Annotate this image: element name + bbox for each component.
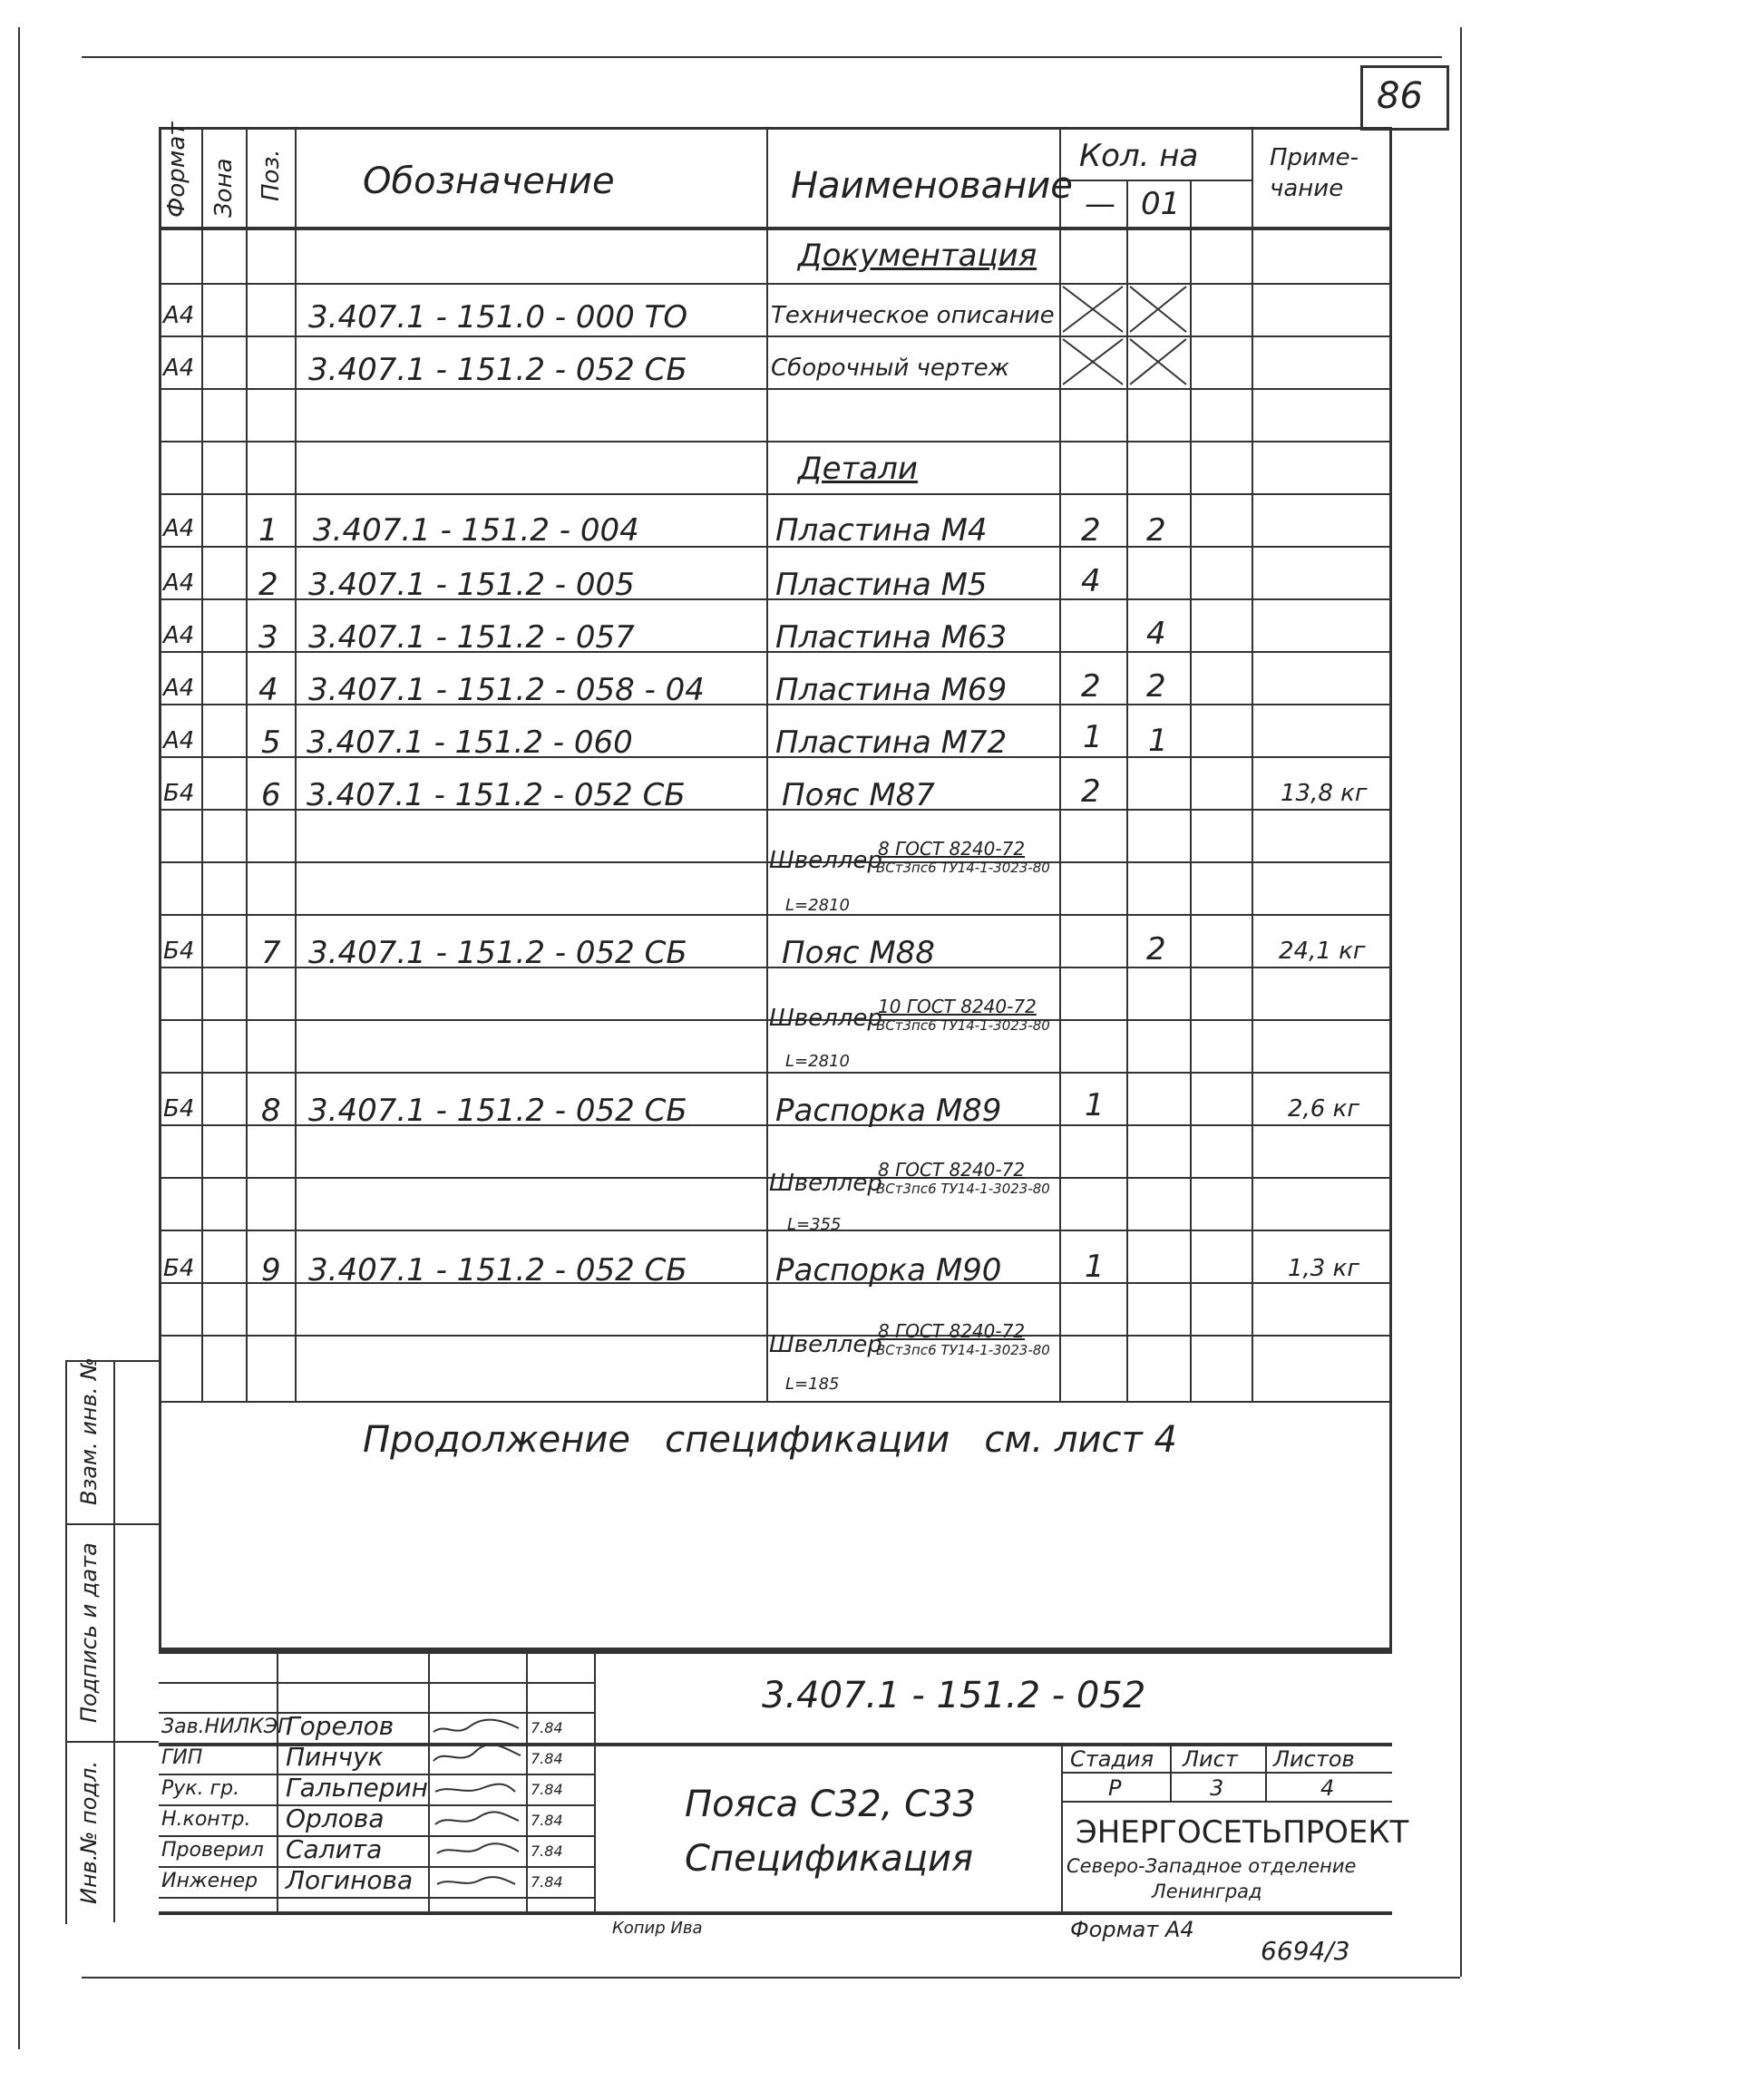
detail-pos: 6 — [261, 777, 281, 813]
material-length: L=2810 — [785, 1052, 850, 1071]
material-spec-top: 8 ГОСТ 8240-72 — [878, 1159, 1026, 1181]
material-spec-top: 8 ГОСТ 8240-72 — [878, 838, 1026, 860]
drawing-code: 3.407.1 - 151.2 - 052 — [762, 1675, 1146, 1716]
detail-designation: 3.407.1 - 151.2 - 060 — [307, 724, 633, 761]
material-spec-bottom: ВСт3пс6 ТУ14-1-3023-80 — [876, 1181, 1050, 1197]
header-note: Приме- чание — [1270, 144, 1359, 202]
col-pos-divider — [295, 127, 297, 1401]
doc-row-format: А4 — [163, 355, 195, 382]
doc-row-designation: 3.407.1 - 151.2 - 052 СБ — [308, 352, 687, 388]
header-qty-on: Кол. на — [1079, 138, 1199, 174]
detail-format: А4 — [163, 515, 195, 542]
title-line-1: Пояса С32, С33 — [685, 1784, 976, 1825]
top-border — [82, 56, 1442, 58]
tb-cell-line — [1061, 1801, 1392, 1803]
header-format: Формат — [163, 122, 190, 218]
row-line — [159, 1072, 1392, 1074]
tb-person: Орлова — [286, 1803, 385, 1833]
tb-date: 7.84 — [531, 1719, 563, 1736]
tb-person: Гальперин — [286, 1773, 428, 1803]
detail-qty1: 1 — [1083, 719, 1103, 755]
detail-qty1: 1 — [1085, 1249, 1105, 1285]
row-line — [159, 388, 1392, 390]
detail-format: Б4 — [163, 938, 195, 965]
tb-col — [526, 1650, 528, 1913]
side-label-signature: Подпись и дата — [76, 1542, 102, 1723]
tb-date: 7.84 — [531, 1842, 563, 1860]
sheets-value: 4 — [1320, 1775, 1335, 1801]
detail-format: Б4 — [163, 1255, 195, 1282]
header-bottom-line — [159, 227, 1392, 230]
tb-col — [277, 1650, 278, 1913]
detail-format: А4 — [163, 675, 195, 702]
material-spec-bottom: ВСт3пс6 ТУ14-1-3023-80 — [876, 1017, 1050, 1034]
detail-format: А4 — [163, 622, 195, 649]
detail-qty2: 2 — [1146, 668, 1166, 705]
row-line — [159, 914, 1392, 916]
bottom-border — [82, 1977, 1460, 1978]
detail-format: Б4 — [163, 780, 195, 807]
detail-designation: 3.407.1 - 151.2 - 004 — [313, 512, 639, 549]
detail-pos: 7 — [261, 935, 281, 971]
detail-pos: 9 — [261, 1252, 281, 1288]
stage-value: Р — [1108, 1775, 1122, 1801]
tb-date: 7.84 — [531, 1812, 563, 1829]
detail-name: Пластина М4 — [775, 512, 988, 549]
detail-qty1: 2 — [1081, 512, 1101, 549]
detail-qty1: 2 — [1081, 668, 1101, 705]
detail-pos: 5 — [261, 724, 281, 761]
sheet-label: Лист — [1183, 1746, 1238, 1772]
col-designation-divider — [766, 127, 768, 1401]
material-spec-bottom: ВСт3пс6 ТУ14-1-3023-80 — [876, 860, 1050, 876]
detail-qty2: 4 — [1146, 616, 1166, 652]
tb-role: Зав.НИЛКЭП — [161, 1716, 293, 1738]
detail-pos: 4 — [258, 672, 278, 708]
detail-pos: 3 — [258, 619, 278, 656]
title-line-2: Спецификация — [685, 1838, 974, 1880]
material-spec-top: 10 ГОСТ 8240-72 — [878, 996, 1037, 1017]
footer-copied: Копир Ива — [612, 1919, 703, 1938]
tb-row — [159, 1897, 594, 1899]
detail-format: А4 — [163, 569, 195, 597]
detail-name: Пластина М63 — [775, 619, 1008, 656]
title-block-bottom — [159, 1911, 1392, 1915]
detail-name: Пояс М87 — [782, 777, 935, 813]
footer-format: Формат А4 — [1070, 1917, 1194, 1942]
side-stamp-line — [65, 1741, 159, 1743]
row-line — [159, 441, 1392, 442]
side-label-replace: Взам. инв. № — [76, 1357, 102, 1505]
detail-name: Пластина М72 — [775, 724, 1008, 761]
section-details: Детали — [798, 451, 918, 487]
org-name: ЭНЕРГОСЕТЬПРОЕКТ — [1076, 1814, 1409, 1851]
detail-note: 13,8 кг — [1281, 780, 1368, 807]
org-sub-1: Северо-Западное отделение — [1067, 1855, 1357, 1877]
tb-role: Рук. гр. — [161, 1777, 240, 1800]
footer-archive-number: 6694/3 — [1261, 1936, 1350, 1966]
doc-row-format: А4 — [163, 302, 195, 329]
qty-subheader-line — [1059, 180, 1252, 181]
detail-pos: 1 — [258, 512, 278, 549]
tb-date: 7.84 — [531, 1781, 563, 1798]
right-border — [1460, 27, 1462, 1977]
col-zone-divider — [246, 127, 248, 1401]
tb-role: ГИП — [161, 1746, 203, 1769]
not-applicable-cross-marks — [1059, 283, 1252, 388]
material-length: L=2810 — [785, 896, 850, 915]
header-name: Наименование — [791, 165, 1073, 207]
col-qty-divider — [1252, 127, 1253, 1401]
tb-date: 7.84 — [531, 1873, 563, 1891]
detail-note: 2,6 кг — [1288, 1095, 1359, 1123]
side-stamp-line — [65, 1523, 159, 1525]
detail-designation: 3.407.1 - 151.2 - 052 СБ — [308, 935, 687, 971]
section-documentation: Документация — [798, 238, 1037, 274]
doc-row-name: Техническое описание — [771, 302, 1055, 329]
detail-format: А4 — [163, 727, 195, 754]
detail-note: 24,1 кг — [1279, 938, 1366, 965]
detail-pos: 8 — [261, 1093, 281, 1129]
signature-scribbles — [428, 1712, 526, 1911]
detail-qty1: 1 — [1085, 1087, 1105, 1123]
tb-person: Пинчук — [286, 1742, 384, 1772]
material-length: L=185 — [785, 1375, 840, 1394]
sheets-label: Листов — [1273, 1746, 1355, 1772]
tb-role: Проверил — [161, 1839, 264, 1862]
continuation-note: Продолжение спецификации см. лист 4 — [363, 1419, 1178, 1461]
detail-qty2: 1 — [1148, 723, 1168, 759]
header-qty-01: 01 — [1141, 186, 1181, 222]
tb-right-divider — [1061, 1743, 1063, 1911]
tb-cell-line — [1061, 1772, 1392, 1774]
col-format-divider — [201, 127, 203, 1401]
row-line — [159, 493, 1392, 495]
material-length: L=355 — [787, 1215, 842, 1234]
detail-name: Пластина М69 — [775, 672, 1008, 708]
material-prefix: Швеллер — [769, 1331, 882, 1358]
sheet-value: 3 — [1210, 1775, 1224, 1801]
material-prefix: Швеллер — [769, 1170, 882, 1197]
detail-name: Распорка М90 — [775, 1252, 1002, 1288]
detail-designation: 3.407.1 - 151.2 - 052 СБ — [308, 1093, 687, 1129]
material-prefix: Швеллер — [769, 1005, 882, 1032]
tb-col — [594, 1650, 596, 1913]
page-number: 86 — [1377, 75, 1423, 117]
tb-person: Салита — [286, 1834, 383, 1864]
detail-name: Распорка М89 — [775, 1093, 1002, 1129]
detail-pos: 2 — [258, 567, 278, 603]
detail-designation: 3.407.1 - 151.2 - 057 — [308, 619, 635, 656]
header-qty-dash: — — [1085, 186, 1115, 222]
detail-designation: 3.407.1 - 151.2 - 058 - 04 — [308, 672, 705, 708]
header-zone: Зона — [210, 158, 238, 218]
detail-designation: 3.407.1 - 151.2 - 005 — [308, 567, 635, 603]
row-line — [159, 1230, 1392, 1231]
detail-qty2: 2 — [1146, 931, 1166, 967]
header-designation: Обозначение — [363, 160, 615, 202]
left-border — [18, 27, 20, 2049]
tb-row — [159, 1682, 594, 1684]
detail-name: Пояс М88 — [782, 935, 935, 971]
material-spec-top: 8 ГОСТ 8240-72 — [878, 1320, 1026, 1342]
detail-name: Пластина М5 — [775, 567, 988, 603]
tb-person: Горелов — [286, 1711, 394, 1741]
detail-designation: 3.407.1 - 151.2 - 052 СБ — [308, 1252, 687, 1288]
tb-role: Н.контр. — [161, 1808, 251, 1831]
detail-qty1: 4 — [1081, 563, 1101, 599]
material-prefix: Швеллер — [769, 847, 882, 874]
doc-row-designation: 3.407.1 - 151.0 - 000 ТО — [308, 299, 688, 335]
doc-row-name: Сборочный чертеж — [771, 355, 1009, 382]
side-label-inv: Инв.№ подл. — [76, 1761, 102, 1904]
detail-note: 1,3 кг — [1288, 1255, 1359, 1282]
material-spec-bottom: ВСт3пс6 ТУ14-1-3023-80 — [876, 1342, 1050, 1358]
detail-format: Б4 — [163, 1095, 195, 1123]
row-line — [159, 1401, 1392, 1403]
header-pos: Поз. — [258, 149, 285, 201]
side-stamp-divider — [113, 1360, 115, 1922]
detail-qty2: 2 — [1146, 512, 1166, 549]
org-sub-2: Ленинград — [1152, 1881, 1262, 1902]
detail-qty1: 2 — [1081, 773, 1101, 810]
tb-role: Инженер — [161, 1870, 258, 1892]
stage-label: Стадия — [1070, 1746, 1154, 1772]
tb-date: 7.84 — [531, 1750, 563, 1767]
detail-designation: 3.407.1 - 151.2 - 052 СБ — [307, 777, 686, 813]
title-block-top — [159, 1650, 1392, 1654]
tb-person: Логинова — [286, 1865, 414, 1895]
